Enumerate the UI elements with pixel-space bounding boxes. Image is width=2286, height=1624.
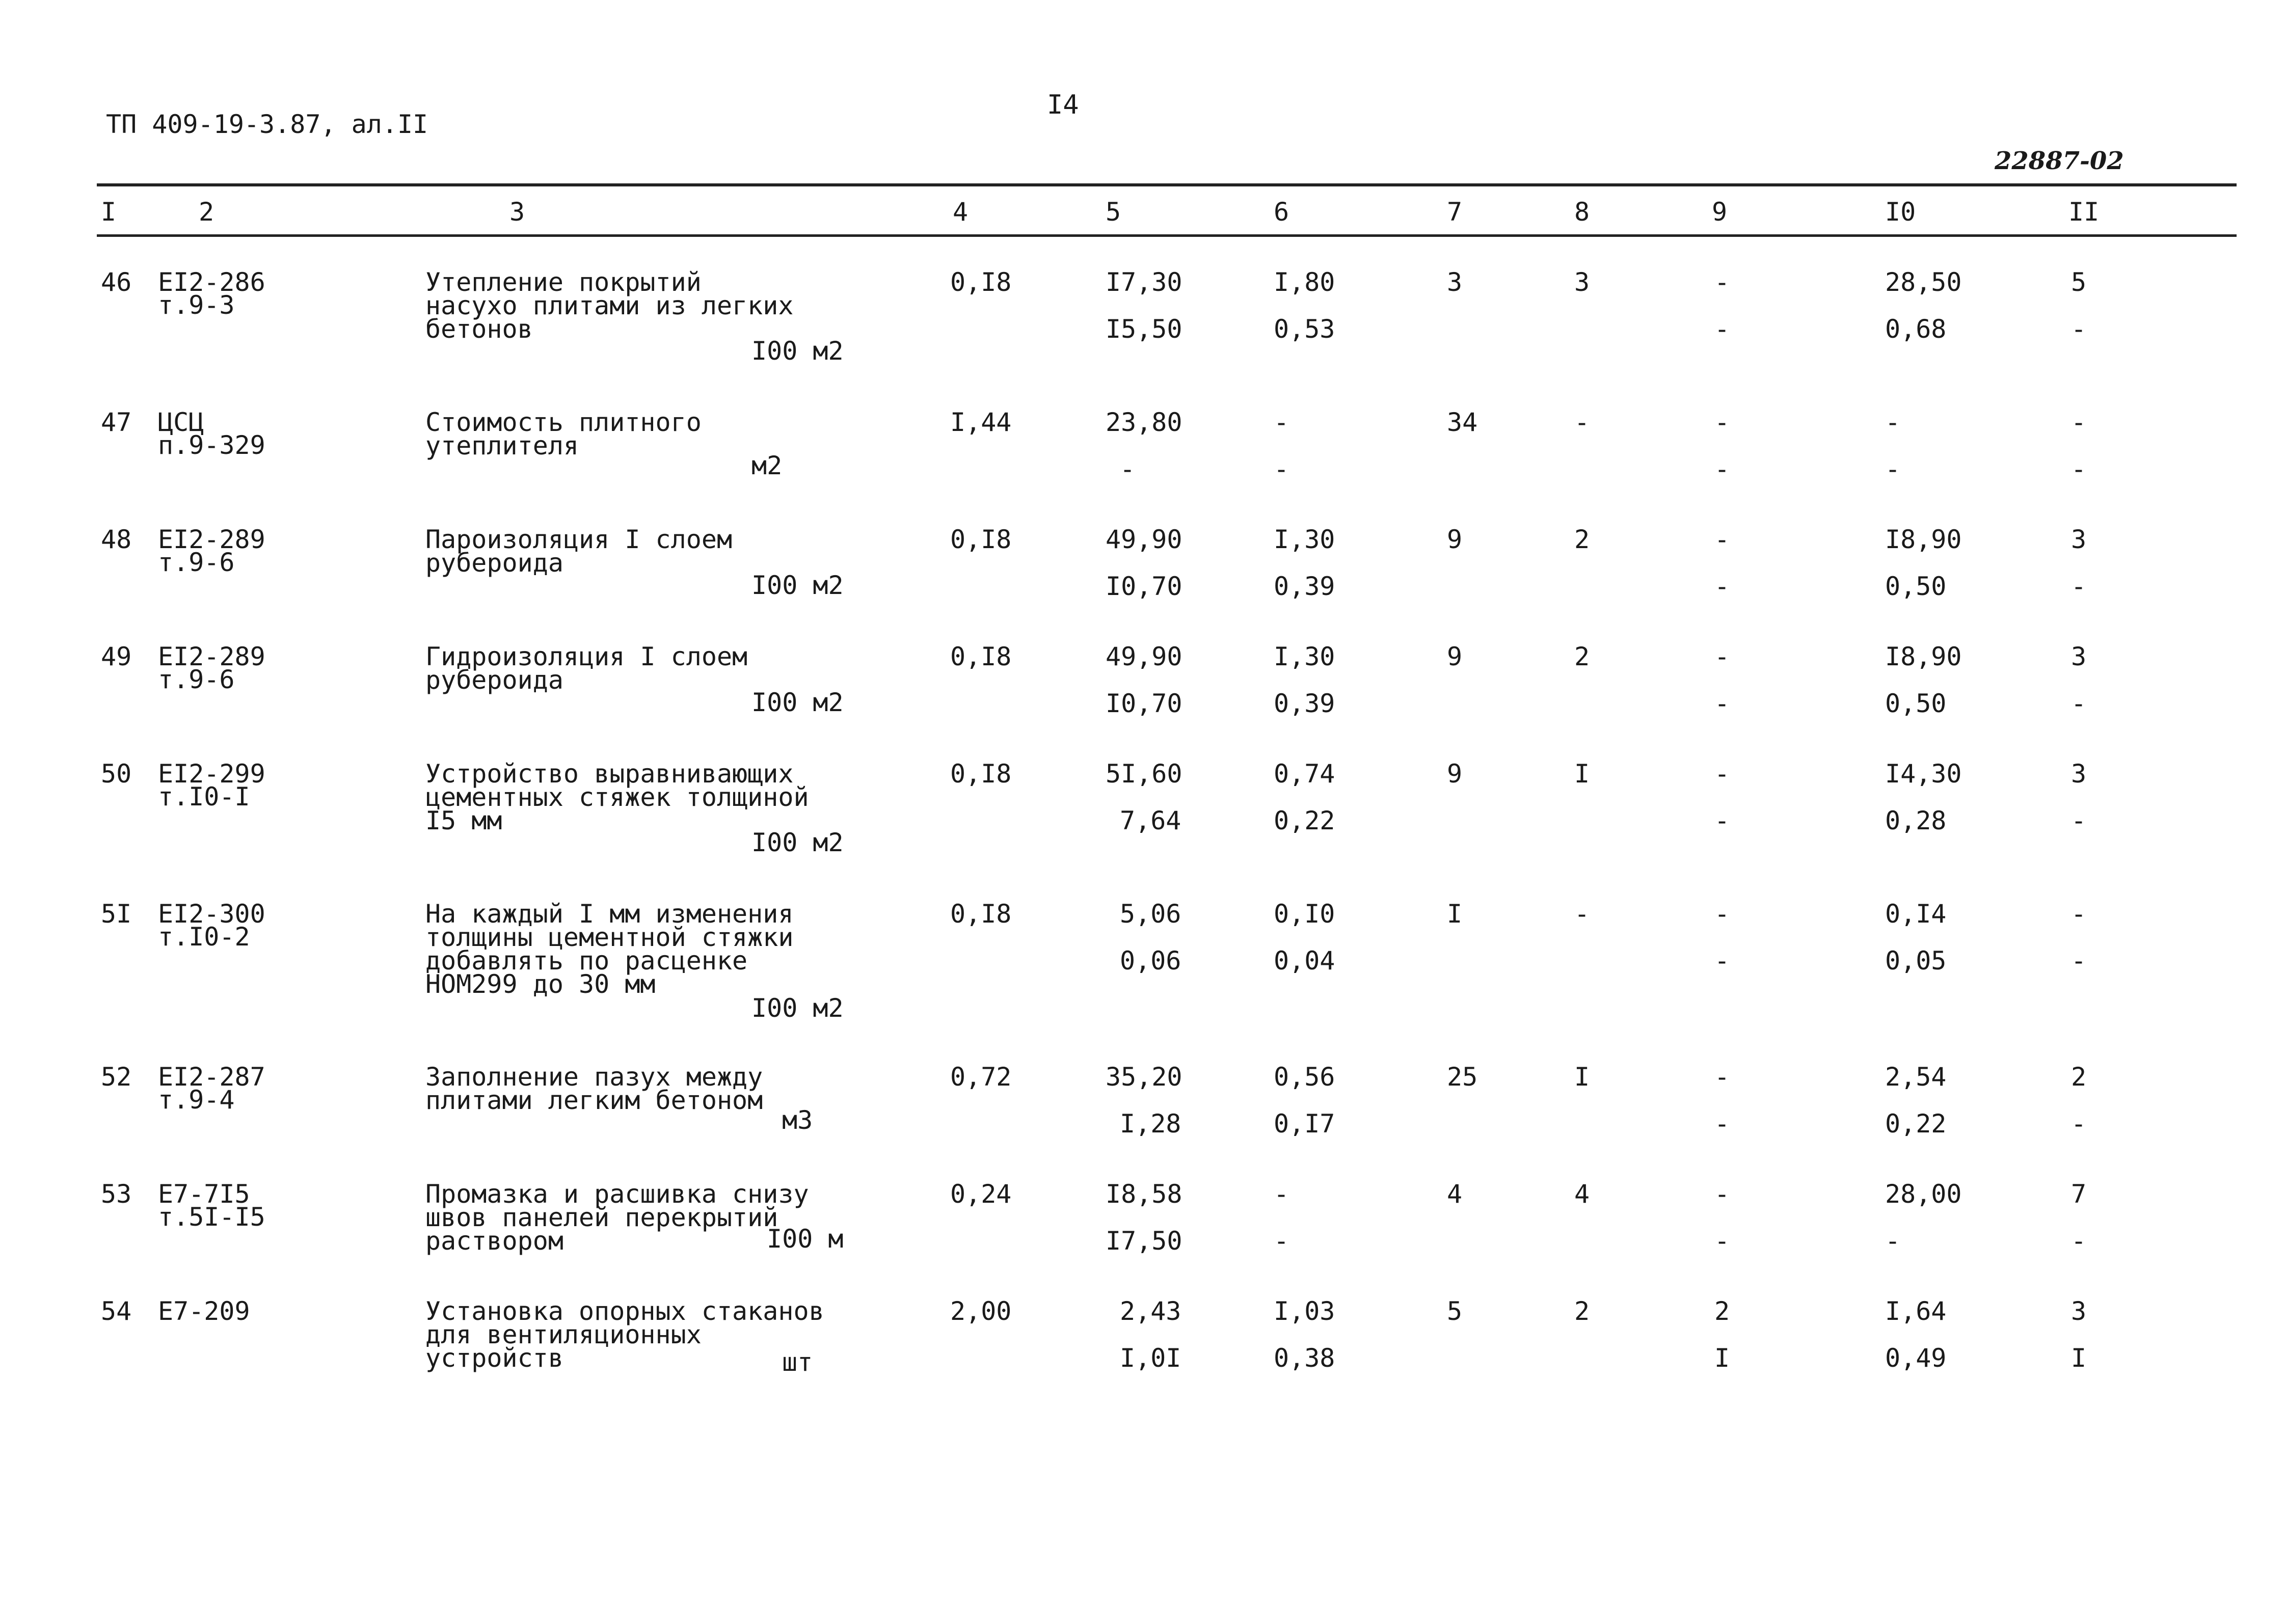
column-10-value: 0,22 [1885, 1109, 1947, 1139]
page-number: I4 [1047, 90, 1079, 120]
wages-value: I,30 [1274, 525, 1335, 554]
wages-value: 0,39 [1274, 689, 1335, 718]
work-description: плитами легким бетоном [425, 1086, 763, 1115]
unit-cost: I,28 [1120, 1109, 1181, 1139]
column-10-value: - [1885, 454, 1901, 484]
rate-table-ref: т.9-6 [158, 548, 235, 577]
column-9-value: - [1714, 759, 1730, 789]
work-description: толщины цементной стяжки [425, 923, 794, 952]
column-11-value: 7 [2071, 1179, 2087, 1209]
quantity-value: 0,I8 [950, 899, 1012, 929]
quantity-value: 0,I8 [950, 267, 1012, 297]
document-reference: ТП 409-19-3.87, ал.II [106, 110, 428, 139]
column-9-value: - [1714, 899, 1730, 929]
wages-value: 0,56 [1274, 1062, 1335, 1092]
rate-table-ref: п.9-329 [158, 430, 265, 460]
column-header-6: 6 [1274, 197, 1289, 227]
column-9-value: - [1714, 314, 1730, 344]
column-10-value: 0,05 [1885, 946, 1947, 976]
column-8-value: - [1574, 408, 1590, 437]
column-10-value: I8,90 [1885, 642, 1962, 671]
column-10-value: I4,30 [1885, 759, 1962, 789]
column-10-value: I,64 [1885, 1296, 1947, 1326]
column-7-value: 9 [1447, 525, 1463, 554]
row-number: 5I [101, 899, 132, 929]
column-header-4: 4 [953, 197, 969, 227]
column-9-value: - [1714, 267, 1730, 297]
work-description: Пароизоляция I слоем [425, 525, 733, 554]
column-9-value: - [1714, 946, 1730, 976]
column-10-value: 2,54 [1885, 1062, 1947, 1092]
quantity-value: I,44 [950, 408, 1012, 437]
column-10-value: - [1885, 408, 1901, 437]
rate-code: EI2-287 [158, 1062, 265, 1092]
column-9-value: - [1714, 408, 1730, 437]
column-11-value: - [2071, 408, 2087, 437]
column-header-1: I [101, 197, 117, 227]
column-11-value: - [2071, 572, 2087, 601]
unit-cost: 5I,60 [1106, 759, 1182, 789]
column-7-value: 3 [1447, 267, 1463, 297]
column-header-7: 7 [1447, 197, 1463, 227]
column-11-value: 3 [2071, 642, 2087, 671]
column-7-value: I [1447, 899, 1463, 929]
wages-value: 0,39 [1274, 572, 1335, 601]
rate-table-ref: т.9-6 [158, 665, 235, 694]
wages-value: - [1274, 454, 1289, 484]
unit-of-measure: I00 м [767, 1224, 844, 1254]
wages-value: 0,74 [1274, 759, 1335, 789]
unit-cost: 7,64 [1120, 806, 1181, 835]
work-description: Гидроизоляция I слоем [425, 642, 748, 671]
rate-table-ref: т.9-4 [158, 1085, 235, 1115]
rate-table-ref: т.I0-2 [158, 922, 250, 952]
wages-value: - [1274, 408, 1289, 437]
column-8-value: 2 [1574, 525, 1590, 554]
column-7-value: 34 [1447, 408, 1478, 437]
column-11-value: - [2071, 899, 2087, 929]
column-10-value: 0,68 [1885, 314, 1947, 344]
unit-cost: 49,90 [1106, 642, 1182, 671]
quantity-value: 0,I8 [950, 525, 1012, 554]
column-7-value: 9 [1447, 642, 1463, 671]
unit-cost: I,0I [1120, 1343, 1181, 1373]
column-10-value: 28,00 [1885, 1179, 1962, 1209]
unit-cost: 5,06 [1120, 899, 1181, 929]
row-number: 47 [101, 408, 132, 437]
unit-of-measure: шт [782, 1347, 813, 1377]
unit-cost: 35,20 [1106, 1062, 1182, 1092]
work-description: На каждый I мм изменения [425, 899, 794, 929]
rate-code: EI2-299 [158, 759, 265, 789]
row-number: 46 [101, 267, 132, 297]
row-number: 50 [101, 759, 132, 789]
wages-value: I,30 [1274, 642, 1335, 671]
rate-code: ЦСЦ [158, 408, 204, 437]
column-7-value: 5 [1447, 1296, 1463, 1326]
column-9-value: - [1714, 1062, 1730, 1092]
quantity-value: 0,72 [950, 1062, 1012, 1092]
column-8-value: I [1574, 759, 1590, 789]
column-11-value: 3 [2071, 1296, 2087, 1326]
column-11-value: 5 [2071, 267, 2087, 297]
wages-value: 0,I0 [1274, 899, 1335, 929]
column-7-value: 25 [1447, 1062, 1478, 1092]
unit-of-measure: I00 м2 [751, 571, 844, 600]
wages-value: 0,38 [1274, 1343, 1335, 1373]
work-description: Стоимость плитного [425, 408, 702, 437]
column-9-value: I [1714, 1343, 1730, 1373]
unit-cost: I7,50 [1106, 1226, 1182, 1256]
column-9-value: - [1714, 806, 1730, 835]
unit-cost: I5,50 [1106, 314, 1182, 344]
column-9-value: - [1714, 689, 1730, 718]
unit-of-measure: м3 [782, 1105, 813, 1135]
unit-of-measure: I00 м2 [751, 828, 844, 857]
column-10-value: 0,50 [1885, 689, 1947, 718]
rate-table-ref: т.5I-I5 [158, 1202, 265, 1232]
wages-value: - [1274, 1179, 1289, 1209]
unit-cost: I7,30 [1106, 267, 1182, 297]
column-10-value: 0,28 [1885, 806, 1947, 835]
column-header-rule [97, 234, 2237, 237]
unit-cost: 2,43 [1120, 1296, 1181, 1326]
row-number: 54 [101, 1296, 132, 1326]
quantity-value: 0,24 [950, 1179, 1012, 1209]
work-description: добавлять по расценке [425, 946, 748, 976]
unit-cost: I8,58 [1106, 1179, 1182, 1209]
work-description: бетонов [425, 314, 533, 344]
column-11-value: - [2071, 946, 2087, 976]
column-header-9: 9 [1712, 197, 1728, 227]
rate-code: EI2-289 [158, 525, 265, 554]
column-header-2: 2 [199, 197, 214, 227]
column-10-value: 28,50 [1885, 267, 1962, 297]
column-10-value: - [1885, 1226, 1901, 1256]
rate-code: E7-209 [158, 1296, 250, 1326]
work-description: Устройство выравнивающих [425, 759, 794, 789]
work-description: рубероида [425, 665, 563, 695]
archive-stamp: 22887-02 [1995, 147, 2124, 175]
rate-code: E7-7I5 [158, 1179, 250, 1209]
column-11-value: - [2071, 1226, 2087, 1256]
wages-value: I,80 [1274, 267, 1335, 297]
column-8-value: 2 [1574, 642, 1590, 671]
row-number: 48 [101, 525, 132, 554]
column-8-value: - [1574, 899, 1590, 929]
column-9-value: 2 [1714, 1296, 1730, 1326]
work-description: цементных стяжек толщиной [425, 782, 809, 812]
unit-cost: - [1120, 454, 1136, 484]
column-11-value: 3 [2071, 525, 2087, 554]
rate-code: EI2-300 [158, 899, 265, 929]
column-header-3: 3 [509, 197, 525, 227]
unit-of-measure: I00 м2 [751, 688, 844, 717]
column-9-value: - [1714, 642, 1730, 671]
column-11-value: - [2071, 314, 2087, 344]
unit-of-measure: м2 [751, 451, 783, 480]
unit-cost: 49,90 [1106, 525, 1182, 554]
work-description: для вентиляционных [425, 1320, 702, 1349]
column-9-value: - [1714, 1109, 1730, 1139]
wages-value: 0,53 [1274, 314, 1335, 344]
column-8-value: I [1574, 1062, 1590, 1092]
work-description: утеплителя [425, 431, 579, 461]
rate-code: EI2-289 [158, 642, 265, 671]
column-9-value: - [1714, 525, 1730, 554]
wages-value: - [1274, 1226, 1289, 1256]
unit-cost: 0,06 [1120, 946, 1181, 976]
column-11-value: 3 [2071, 759, 2087, 789]
column-8-value: 3 [1574, 267, 1590, 297]
wages-value: 0,I7 [1274, 1109, 1335, 1139]
unit-cost: I0,70 [1106, 572, 1182, 601]
wages-value: I,03 [1274, 1296, 1335, 1326]
column-11-value: 2 [2071, 1062, 2087, 1092]
column-11-value: - [2071, 689, 2087, 718]
row-number: 53 [101, 1179, 132, 1209]
work-description: швов панелей перекрытий [425, 1203, 778, 1232]
rate-code: EI2-286 [158, 267, 265, 297]
row-number: 52 [101, 1062, 132, 1092]
column-9-value: - [1714, 572, 1730, 601]
table-top-rule [97, 183, 2237, 186]
work-description: раствором [425, 1226, 563, 1256]
unit-of-measure: I00 м2 [751, 336, 844, 366]
column-10-value: I8,90 [1885, 525, 1962, 554]
work-description: Заполнение пазух между [425, 1062, 763, 1092]
work-description: рубероида [425, 548, 563, 578]
column-7-value: 4 [1447, 1179, 1463, 1209]
work-description: Установка опорных стаканов [425, 1296, 824, 1326]
column-8-value: 2 [1574, 1296, 1590, 1326]
column-header-5: 5 [1106, 197, 1121, 227]
column-11-value: I [2071, 1343, 2087, 1373]
quantity-value: 2,00 [950, 1296, 1012, 1326]
quantity-value: 0,I8 [950, 642, 1012, 671]
work-description: НОМ299 до 30 мм [425, 969, 656, 999]
work-description: насухо плитами из легких [425, 291, 794, 320]
column-9-value: - [1714, 454, 1730, 484]
column-7-value: 9 [1447, 759, 1463, 789]
column-10-value: 0,I4 [1885, 899, 1947, 929]
column-10-value: 0,49 [1885, 1343, 1947, 1373]
rate-table-ref: т.9-3 [158, 290, 235, 320]
unit-cost: I0,70 [1106, 689, 1182, 718]
column-9-value: - [1714, 1179, 1730, 1209]
column-9-value: - [1714, 1226, 1730, 1256]
work-description: I5 мм [425, 806, 502, 835]
work-description: Утепление покрытий [425, 267, 702, 297]
column-header-8: 8 [1574, 197, 1590, 227]
wages-value: 0,22 [1274, 806, 1335, 835]
column-11-value: - [2071, 454, 2087, 484]
unit-of-measure: I00 м2 [751, 993, 844, 1023]
column-8-value: 4 [1574, 1179, 1590, 1209]
row-number: 49 [101, 642, 132, 671]
unit-cost: 23,80 [1106, 408, 1182, 437]
work-description: Промазка и расшивка снизу [425, 1179, 809, 1209]
column-11-value: - [2071, 806, 2087, 835]
column-11-value: - [2071, 1109, 2087, 1139]
quantity-value: 0,I8 [950, 759, 1012, 789]
column-header-10: I0 [1885, 197, 1916, 227]
work-description: устройств [425, 1343, 563, 1373]
rate-table-ref: т.I0-I [158, 782, 250, 811]
column-header-11: II [2068, 197, 2100, 227]
column-10-value: 0,50 [1885, 572, 1947, 601]
wages-value: 0,04 [1274, 946, 1335, 976]
